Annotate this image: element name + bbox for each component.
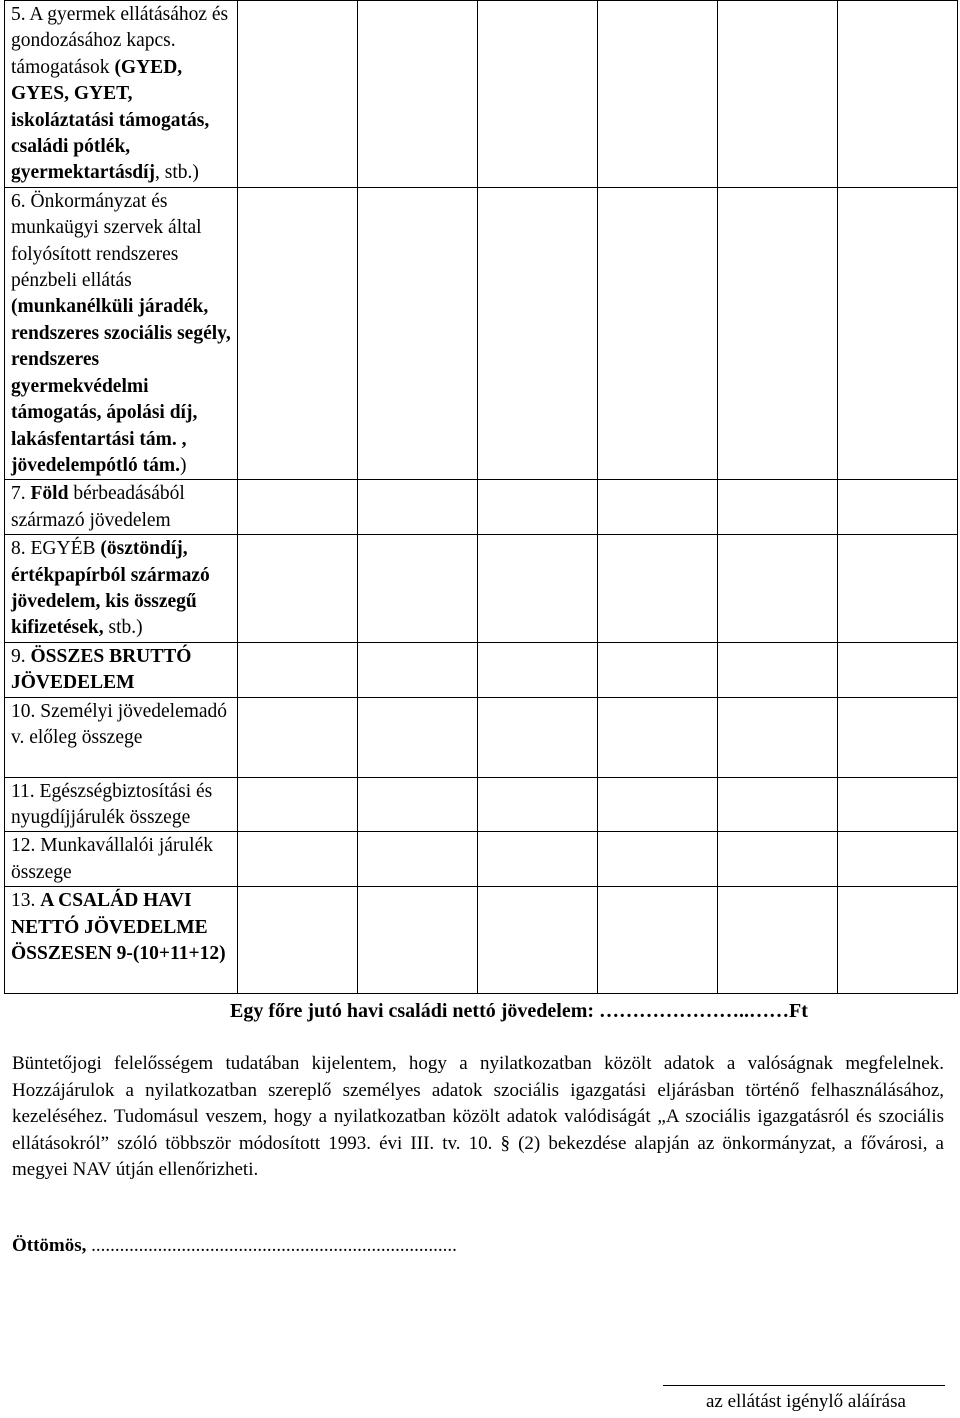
row-label-text: 10. Személyi jövedelemadó v. előleg összege	[11, 700, 228, 748]
income-value-cell[interactable]	[838, 535, 958, 643]
income-value-cell[interactable]	[358, 1, 478, 188]
place-label: Öttömös,	[12, 1235, 87, 1256]
income-value-cell[interactable]	[358, 480, 478, 535]
income-value-cell[interactable]	[358, 187, 478, 479]
income-value-cell[interactable]	[718, 480, 838, 535]
signature-label: az ellátást igénylő aláírása	[706, 1391, 906, 1412]
income-value-cell[interactable]	[838, 777, 958, 832]
row-label-text: 8. EGYÉB	[11, 538, 101, 560]
income-value-cell[interactable]	[238, 642, 358, 697]
income-value-cell[interactable]	[838, 642, 958, 697]
income-value-cell[interactable]	[478, 187, 598, 479]
income-row	[5, 887, 958, 994]
income-value-cell[interactable]	[478, 887, 598, 994]
income-table	[4, 0, 958, 994]
income-value-cell[interactable]	[238, 187, 358, 479]
income-value-cell[interactable]	[598, 887, 718, 994]
income-value-cell[interactable]	[838, 697, 958, 777]
place-date-line	[12, 1235, 457, 1257]
income-value-cell[interactable]	[718, 887, 838, 994]
income-value-cell[interactable]	[238, 887, 358, 994]
income-value-cell[interactable]	[718, 187, 838, 479]
income-row-label	[5, 887, 238, 994]
row-label-text: 6. Önkormányzat és munkaügyi szervek által folyósított rendszeres pénzbeli ellátás	[11, 190, 202, 292]
income-value-cell[interactable]	[358, 642, 478, 697]
income-row	[5, 535, 958, 643]
income-value-cell[interactable]	[598, 480, 718, 535]
income-row	[5, 642, 958, 697]
income-row	[5, 777, 958, 832]
row-label-text: 9.	[11, 645, 31, 667]
income-value-cell[interactable]	[478, 777, 598, 832]
income-value-cell[interactable]	[478, 480, 598, 535]
income-value-cell[interactable]	[478, 1, 598, 188]
income-value-cell[interactable]	[598, 535, 718, 643]
row-label-bold-text: (munkanélküli járadék, rendszeres szociális segély, rendszeres gyermekvédelmi támogatás, ápolási díj, lakásfentartási tám. , jövedelempótló tám.	[11, 296, 231, 476]
income-value-cell[interactable]	[838, 480, 958, 535]
row-label-text: 11. Egészségbiztosítási és nyugdíjjárulék összege	[11, 780, 213, 828]
income-value-cell[interactable]	[598, 832, 718, 887]
row-label-tail-text: bérbeadásából származó jövedelem	[11, 483, 185, 531]
income-row-label	[5, 187, 238, 479]
income-value-cell[interactable]	[238, 777, 358, 832]
income-row-label	[5, 480, 238, 535]
income-value-cell[interactable]	[478, 832, 598, 887]
income-row	[5, 1, 958, 188]
income-value-cell[interactable]	[478, 535, 598, 643]
row-label-bold-text: (ösztöndíj, értékpapírból származó jövedelem, kis összegű kifizetések,	[11, 538, 210, 639]
income-value-cell[interactable]	[718, 642, 838, 697]
income-value-cell[interactable]	[358, 887, 478, 994]
place-date-field[interactable]: .............................................................................	[86, 1235, 457, 1256]
row-label-bold-text: A CSALÁD HAVI NETTÓ JÖVEDELME ÖSSZESEN 9-(10+11+12)	[11, 890, 226, 964]
row-label-text: 5. A gyermek ellátásához és gondozásához kapcs. támogatások	[11, 4, 229, 78]
income-row	[5, 697, 958, 777]
row-label-tail-text: stb.)	[103, 617, 143, 639]
declaration-text: Büntetőjogi felelősségem tudatában kijelentem, hogy a nyilatkozatban közölt adatok a valóságnak megfelelnek. Hozzájárulok a nyilatkozatban szereplő személyes adatok szociális igazgatási eljárásban történő felhasználásához, kezeléséhez. Tudomásul veszem, hogy a nyilatkozatban közölt adatok valódiságát „A szociális igazgatásról és szociális ellátásokról” szóló többször módosított 1993. évi III. tv. 10. § (2) bekezdése alapján az önkormányzat, a fővárosi, a megyei NAV útján ellenőrizheti.	[12, 1053, 944, 1180]
row-label-text: 13.	[11, 890, 41, 912]
income-value-cell[interactable]	[598, 697, 718, 777]
income-value-cell[interactable]	[598, 1, 718, 188]
income-row-label	[5, 832, 238, 887]
income-row-label	[5, 642, 238, 697]
income-value-cell[interactable]	[358, 697, 478, 777]
signature-line[interactable]	[663, 1385, 945, 1386]
income-row-label	[5, 697, 238, 777]
row-label-text: 12. Munkavállalói járulék összege	[11, 835, 213, 883]
income-value-cell[interactable]	[838, 187, 958, 479]
income-row-label	[5, 777, 238, 832]
income-value-cell[interactable]	[598, 187, 718, 479]
row-label-bold-text: (GYED, GYES, GYET, iskoláztatási támogatás, családi pótlék, gyermektartásdíj	[11, 56, 210, 184]
income-row	[5, 480, 958, 535]
income-value-cell[interactable]	[718, 1, 838, 188]
income-row	[5, 187, 958, 479]
income-value-cell[interactable]	[238, 697, 358, 777]
income-row-label	[5, 535, 238, 643]
income-value-cell[interactable]	[238, 535, 358, 643]
income-row-label	[5, 1, 238, 188]
row-label-bold-text: Föld	[30, 483, 69, 505]
income-value-cell[interactable]	[598, 642, 718, 697]
row-label-tail-text: )	[179, 454, 187, 476]
income-value-cell[interactable]	[238, 480, 358, 535]
income-row	[5, 832, 958, 887]
income-value-cell[interactable]	[358, 832, 478, 887]
row-label-tail-text: , stb.)	[155, 162, 199, 184]
income-value-cell[interactable]	[238, 832, 358, 887]
row-label-bold-text: ÖSSZES BRUTTÓ JÖVEDELEM	[11, 645, 192, 694]
income-value-cell[interactable]	[718, 535, 838, 643]
income-value-cell[interactable]	[838, 832, 958, 887]
row-label-text: 7.	[11, 483, 31, 505]
income-value-cell[interactable]	[478, 642, 598, 697]
per-capita-income-line: Egy főre jutó havi családi nettó jövedelem: …………………..……Ft	[230, 1000, 808, 1022]
income-value-cell[interactable]	[718, 777, 838, 832]
income-value-cell[interactable]	[238, 1, 358, 188]
income-value-cell[interactable]	[838, 1, 958, 188]
income-value-cell[interactable]	[718, 832, 838, 887]
income-value-cell[interactable]	[718, 697, 838, 777]
income-value-cell[interactable]	[838, 887, 958, 994]
income-value-cell[interactable]	[478, 697, 598, 777]
income-value-cell[interactable]	[598, 777, 718, 832]
income-value-cell[interactable]	[358, 535, 478, 643]
income-value-cell[interactable]	[358, 777, 478, 832]
